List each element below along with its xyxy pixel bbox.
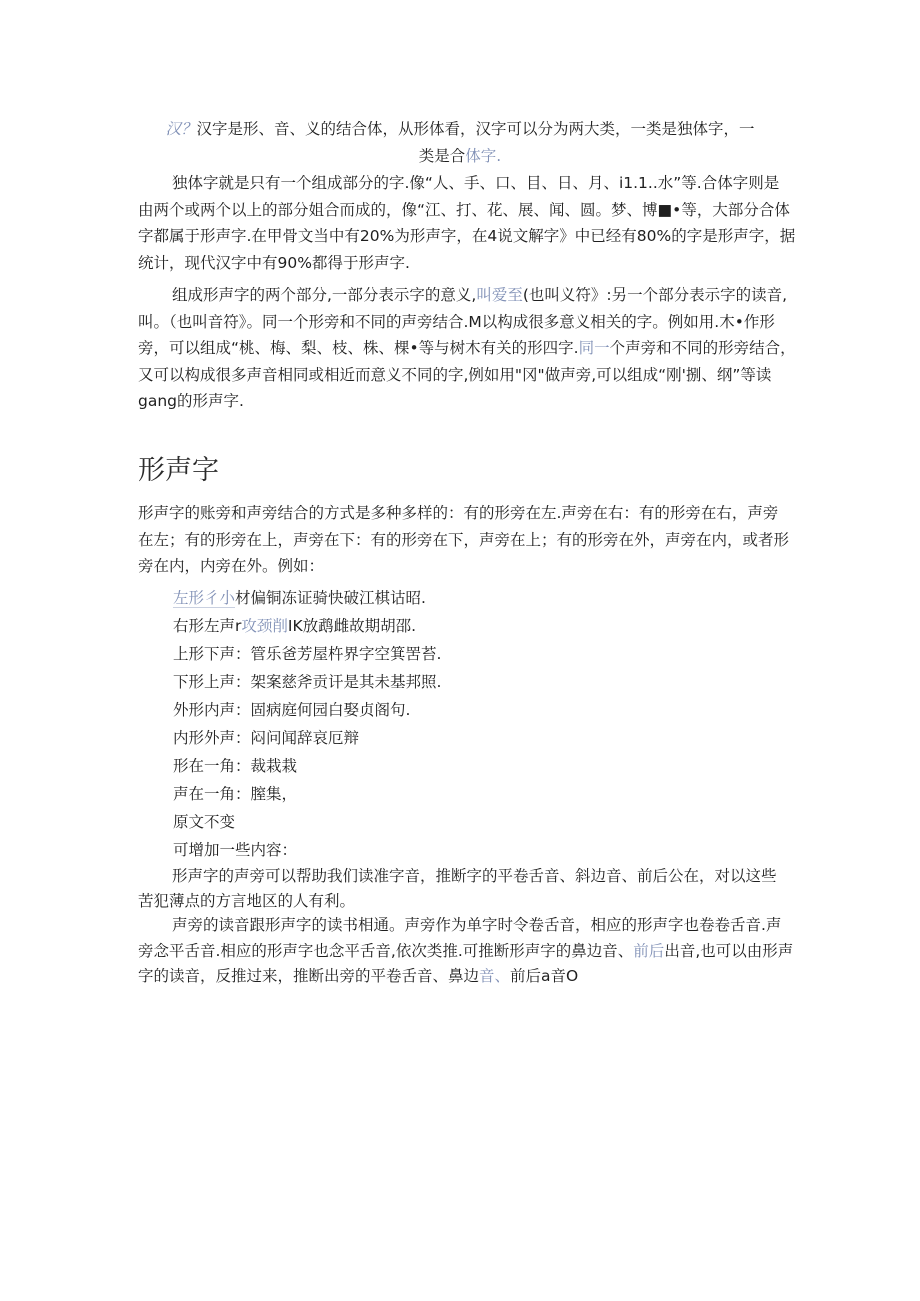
example-outer-form: 外形内声：固病庭何园白娶贞阁句. <box>173 701 411 719</box>
intro-link-text: 汉？ <box>165 120 197 138</box>
example-right-form: 右形左声r攻颈削IK放鹉雌故期胡邵. <box>173 617 417 635</box>
intro-paragraph <box>138 116 782 169</box>
example-form-corner: 形在一角：裁栽栽 <box>173 757 298 775</box>
intro-line-1: 汉？汉字是形、音、义的结合体，从形体看，汉字可以分为两大类，一类是独体字，一 <box>165 120 755 138</box>
example-left-form: 左形彳小材偏铜冻证骑快破江棋诂昭. <box>173 589 426 607</box>
example-sound-corner: 声在一角：膣集， <box>173 785 298 803</box>
note-unchanged: 原文不变 <box>173 813 236 831</box>
highlight-text: 同一 <box>578 339 610 357</box>
paragraph-sound-help: 形声字的声旁可以帮助我们读准字音，推断字的平卷舌音、斜边音、前后公在，对以这些 苦犯薄点的方言地区的人有利。 <box>138 867 777 910</box>
paragraph-components: 组成形声字的两个部分,一部分表示字的意义,叫爱至(也叫义符》:另一个部分表示字的读音, 叫。（也叫音符》。同一个形旁和不同的声旁结合.M以构成很多意义相关的字。例如用.木•作形 旁，可以组成“桃、梅、梨、枝、株、棵•等与树木有关的形四字.同一个声旁和不同的形旁结合， 又可以构成很多声音相同或相近而意义不同的字,例如用"冈"做声旁,可以组成“刚'捌、纲”等读 gang的形声字. <box>138 286 796 410</box>
example-bottom-form: 下形上声：架案慈斧贡讦是其未基邦照. <box>173 673 442 691</box>
intro-line-2: 类是合体字. <box>418 146 502 165</box>
section-heading: 形声字 <box>138 455 219 486</box>
highlight-text: 叫爱至 <box>476 286 523 304</box>
paragraph-combination-methods: 形声字的账旁和声旁结合的方式是多种多样的：有的形旁在左.声旁在右：有的形旁在右，声旁 在左；有的形旁在上，声旁在下：有的形旁在下，声旁在上；有的形旁在外，声旁在内，或者形 旁在内，内旁在外。例如： <box>138 504 790 575</box>
paragraph-independent-chars: 独体字就是只有一个组成部分的字.像“人、手、口、目、日、月、i1.1..水”等.合体字则是 由两个或两个以上的部分姐合而成的，像“江、打、花、展、闻、圆。梦、博■•等，大部分合体 字都属于形声字.在甲骨文当中有20%为形声字，在4说文解字》中已经有80%的字是形声字，据 统计，现代汉字中有90%都得于形声字. <box>138 174 796 272</box>
example-inner-form: 内形外声：闷问闻辞哀厄辩 <box>173 729 360 747</box>
note-add-content: 可增加一些内容： <box>173 841 298 859</box>
intro-link-text-2: 体字 <box>465 146 497 165</box>
example-top-form: 上形下声：管乐爸芳屋杵界字空箕罟苔. <box>173 645 442 663</box>
paragraph-sound-reading: 声旁的读音跟形声字的读书相通。声旁作为单字时令卷舌音，相应的形声字也卷卷舌音.声 旁念平舌音.相应的形声字也念平舌音,依次类推.可推断形声字的鼻边音、前后出音,也可以由形声 字的读音，反推过来，推断出旁的平卷舌音、鼻边音、前后a音O <box>138 916 794 985</box>
